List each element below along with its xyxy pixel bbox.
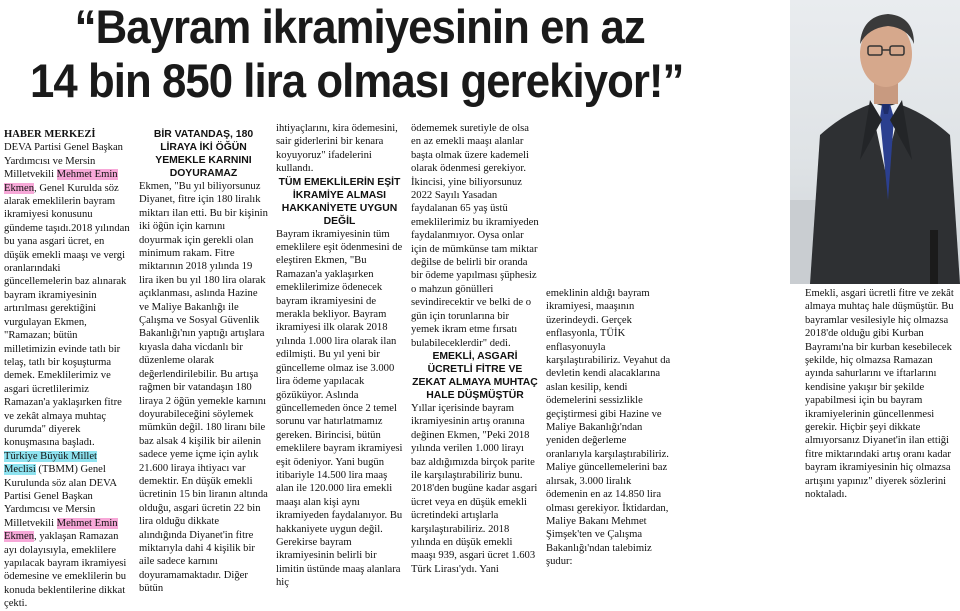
subheading: EMEKLİ, ASGARİ ÜCRETLİ FİTRE VE ZEKAT ALMAYA MUHTAÇ HALE DÜŞMÜŞTÜR [412,350,538,401]
article-column-5 [546,287,674,568]
politician-portrait-image [790,0,960,284]
paragraph-intro: DEVA Partisi Genel Başkan Yardımcısı ve Mersin Milletvekili Mehmet Emin Ekmen, Genel Kurulda söz alarak emeklilerin bayram ikramiyesi konusunu gündeme taşıdı.2018 yılından bu yana asgari ücret, en düşük emekli maaşı ve vergi oranlarındaki güncellemelerin baz alınarak bayram ikramiyesinin artırılması gerektiğini vurgulayan Ekmen, "Ramazan; bütün milletimizin evinde tatlı bir telaş, tatlı bir koşuşturma demek. Emeklilerimiz ve asgari ücretlilerimiz Ramazan'a yaklaşırken fitre ve zekât almaya muhtaç durumda" diyerek konuşmasına başladı. [4,142,130,449]
paragraph: ihtiyaçlarını, kira ödemesini, sair giderlerini bir kenara koyuyoruz" ifadelerini kullandı. [276,123,398,175]
subheading: BİR VATANDAŞ, 180 LİRAYA İKİ ÖĞÜN YEMEKLE KARNINI DOYURAMAZ [153,129,254,179]
article-column-6 [805,287,957,501]
paragraph: emeklinin aldığı bayram ikramiyesi, maaşının üzerindeydi. Gerçek enflasyonla, TÜİK enflasyonuyla karşılaştırabiliriz. Veyahut da devletin kendi alacaklarına aslan kesilip, kendi ödemelerini sessizlikle geçiştirmesi gibi Hazine ve Maliye Bakanlığı'ndan yeniden değerleme oranlarıyla karşılaştırabiliriz. Maliye güncellemelerini baz alırsak, 3.000 liralık ödemenin en az 14.850 lira olması gerekiyor. İktidardan, Maliye Bakanı Mehmet Şimşek'ten ve Çalışma Bakanlığı'ndan talebimiz şudur: [546,288,671,568]
paragraph-tbmm: Türkiye Büyük Millet Meclisi (TBMM) Genel Kurulunda söz alan DEVA Partisi Genel Başkan Yardımcısı ve Mersin Milletvekili Mehmet Emin Ekmen, yaklaşan Ramazan ayı dolayısıyla, emeklilere yapılacak bayram ikramiyesi ödemesine ve emeklilerin bu konuda beklentilerine dikkat çekti. [4,450,127,610]
person-name-highlight[interactable]: Mehmet Emin Ekmen [4,169,118,194]
paragraph: Ekmen, "Bu yıl biliyorsunuz Diyanet, fitre için 180 liralık miktarı ilan etti. Bu bir kişinin iki öğün için karnını doyurmak için gerekli olan minimum rakam. Fitre miktarının 2018 yılında 19 lira iken bu yıl 180 lira olarak açıklanması, aslında Hazine ve Maliye Bakanlığı ile Çalışma ve Sosyal Güvenlik Bakanlığı'nın yaptığı artışlara kıyasla daha vicdanlı bir düzenleme olarak değerlendirilebilir. Bu artışa rağmen bir vatandaşın 180 liraya 2 öğün yemekle karnını doyurabileceğini söylemek mümkün değil. 180 liranı bile baz alsak 4 kişilik bir ailenin sadece yeme içme için aylık 21.600 liraya ihtiyacı var demektir. En düşük emekli ücretinin 15 bin liranın altında olduğu, asgari ücretin 22 bin lira olduğu dikkate alındığında Diyanet'in fitre miktarıyla dahi 4 kişilik bir aile sadece karnını doyuramamaktadır. Diğer bütün [139,181,268,595]
paragraph: Yıllar içerisinde bayram ikramiyesinin artış oranına değinen Ekmen, "Peki 2018 yılında verilen 1.000 lirayı baz aldığımızda birçok parite ile karşılaştırabiliriz bunu. 2018'den bugüne kadar asgari ücret veya en düşük emekli ücretindeki artışlarla karşılaştırabiliriz. 2018 yılında en düşük emekli maaşı 939, asgari ücret 1.603 Türk Lirası'ydı. Yani [411,402,538,575]
subheading: TÜM EMEKLİLERİN EŞİT İKRAMİYE ALMASI HAKKANİYETE UYGUN DEĞİL [278,176,401,227]
headline-line-2: 14 bin 850 lira olması gerekiyor!” [30,54,684,107]
byline: HABER MERKEZİ [4,129,96,140]
person-name-highlight[interactable]: Mehmet Emin Ekmen [4,517,118,543]
paragraph: Emekli, asgari ücretli fitre ve zekât almaya muhtaç hale düşmüştür. Bu bayramlar vesilesiyle hiç olmazsa 2018'de olduğu gibi Kurban Bayramı'na bir kurban kesebilecek şekilde, hiç olmazsa Ramazan ayında sahurlarını ve iftarlarını kendisine yakışır bir şekilde yapabilmesi için bu bayram ikramiyelerinin güncellenmesi gerekir. Hiçbir şeyi dikkate almıyorsanız Diyanet'in ilan ettiği fitre miktarındaki artış oranı kadar bayram ikramiyesinin hiç olmazsa artışını yapınız" diyerek sözlerini noktaladı. [805,288,954,501]
headline [30,0,718,108]
article-column-1 [4,128,131,610]
politician-portrait-icon [790,0,960,284]
article-column-2 [139,128,268,595]
paragraph: Bayram ikramiyesinin tüm emeklilere eşit ödenmesini de eleştiren Ekmen, "Bu Ramazan'a yaklaşırken emeklilerimize ödenecek bayram ikramiyesini de merakla bekliyor. Bayram ikramiyesi ilk olarak 2018 yılında 1.000 lira olarak ilan edilmişti. Bu yıl yeni bir güncelleme olmaz ise 3.000 lira ödeme yapılacak gözüküyor. Aslında güncellemeden önce 2 temel sorunu var hatırlatmamız gereken. Birincisi, bütün emeklilere bayram ikramiyesi eşit ödeniyor. Yani bugün itibariyle 14.500 lira maaş alan ile 120.000 lira emekli maaşı alan kişi aynı ikramiyeden faydalanıyor. Bu hakkaniyete uygun değil. Gerekirse bayram ikramiyesinin belirli bir limitin üstünde maaş alanlara hiç [276,228,403,589]
article-column-4 [411,122,539,575]
institution-highlight[interactable]: Türkiye Büyük Millet Meclisi [4,450,97,476]
headline-line-1: “Bayram ikramiyesinin en az [74,0,645,53]
paragraph: ödememek suretiyle de olsa en az emekli maaşı alanlar başta olmak üzere kademeli olarak ödenmesi gerekiyor. İkincisi, yine biliyorsunuz 2022 Sayılı Yasadan faydalanan 65 yaş üstü emeklilerimiz bu ikramiyeden faydalanmıyor. Oysa onlar için de mümkünse tam miktar değilse de belirli bir oranda bir ödeme yapılması şüphesiz o mahzun gönülleri sevindirecektir ve belki de o gün için torunlarına bir yemek ikram etme fırsatı bulabileceklerdir" dedi. [411,123,539,349]
article-column-3 [276,122,403,589]
